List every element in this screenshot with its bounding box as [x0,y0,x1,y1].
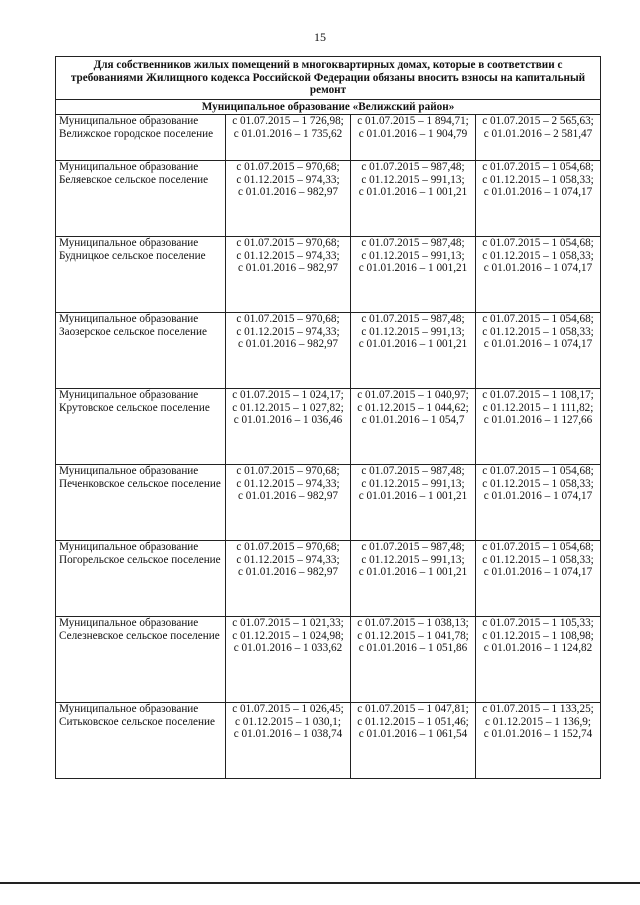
rate-entry: с 01.12.2015 – 974,33; [236,477,340,490]
rate-entry: с 01.12.2015 – 1 024,98; [232,629,344,642]
bottom-rule [0,882,640,884]
table-row [56,237,601,313]
rate-entry: с 01.07.2015 – 1 054,68; [482,541,594,553]
rate-entry: с 01.07.2015 – 970,68; [236,237,340,249]
table-row [56,703,601,779]
rate-entry: с 01.01.2016 – 1 033,62 [233,642,343,654]
rate-entry: с 01.07.2015 – 987,48; [361,237,465,249]
rate-cell-c3 [476,703,601,779]
rate-entry: с 01.01.2016 – 1 036,46 [233,414,343,426]
rate-entry: с 01.07.2015 – 1 047,81; [357,703,469,715]
rate-entry: с 01.01.2016 – 1 061,54 [358,728,468,740]
rate-cell-c3 [476,161,601,237]
rate-cell-c1 [226,465,351,541]
rate-entry: с 01.01.2016 – 982,97 [237,490,339,502]
rate-entry: с 01.12.2015 – 991,13; [361,477,465,490]
rate-entry: с 01.01.2016 – 2 581,47 [483,127,593,140]
rate-entry: с 01.12.2015 – 1 111,82; [482,401,594,414]
rate-entry: с 01.12.2015 – 991,13; [361,173,465,186]
rate-cell-c2 [351,313,476,389]
rate-entry: с 01.01.2016 – 1 001,21 [358,186,468,198]
rate-entry: с 01.01.2016 – 1 074,17 [483,338,593,350]
rate-entry: с 01.07.2015 – 2 565,63; [482,115,594,127]
rate-cell-c1 [226,115,351,161]
rate-entry: с 01.12.2015 – 1 058,33; [482,325,594,338]
settlement-name: Муниципальное образование Беляевское сельское поселение [56,161,226,237]
rate-entry: с 01.12.2015 – 1 030,1; [235,715,341,728]
rate-entry: с 01.12.2015 – 1 044,62; [357,401,469,414]
rate-cell-c3 [476,617,601,703]
rate-cell-c1 [226,541,351,617]
rate-entry: с 01.12.2015 – 974,33; [236,249,340,262]
page-number: 15 [314,30,326,44]
rate-entry: с 01.07.2015 – 970,68; [236,541,340,553]
rate-entry: с 01.01.2016 – 1 735,62 [233,127,343,140]
rate-entry: с 01.07.2015 – 987,48; [361,465,465,477]
rate-entry: с 01.12.2015 – 1 058,33; [482,249,594,262]
rate-entry: с 01.01.2016 – 982,97 [237,262,339,274]
rate-entry: с 01.12.2015 – 1 027,82; [232,401,344,414]
rate-entry: с 01.12.2015 – 1 051,46; [357,715,469,728]
rate-entry: с 01.12.2015 – 991,13; [361,553,465,566]
settlement-name: Муниципальное образование Селезневское сельское поселение [56,617,226,703]
rate-entry: с 01.01.2016 – 1 074,17 [483,490,593,502]
rate-cell-c3 [476,465,601,541]
rate-entry: с 01.07.2015 – 1 108,17; [482,389,594,401]
rate-cell-c2 [351,237,476,313]
rate-entry: с 01.07.2015 – 1 040,97; [357,389,469,401]
rate-entry: с 01.07.2015 – 1 054,68; [482,313,594,325]
rate-entry: с 01.01.2016 – 1 127,66 [483,414,593,426]
settlement-name: Муниципальное образование Велижское городское поселение [56,115,226,161]
rate-entry: с 01.12.2015 – 974,33; [236,173,340,186]
settlement-name: Муниципальное образование Погорельское сельское поселение [56,541,226,617]
rate-entry: с 01.07.2015 – 987,48; [361,313,465,325]
settlement-name: Муниципальное образование Ситьковское сельское поселение [56,703,226,779]
rate-entry: с 01.07.2015 – 1 133,25; [482,703,594,715]
settlement-name: Муниципальное образование Будницкое сельское поселение [56,237,226,313]
rate-cell-c3 [476,313,601,389]
rate-entry: с 01.07.2015 – 1 021,33; [232,617,344,629]
table-row [56,541,601,617]
rate-entry: с 01.07.2015 – 987,48; [361,541,465,553]
rate-entry: с 01.07.2015 – 970,68; [236,465,340,477]
rate-cell-c1 [226,237,351,313]
rate-entry: с 01.07.2015 – 987,48; [361,161,465,173]
rate-entry: с 01.12.2015 – 974,33; [236,553,340,566]
rate-entry: с 01.07.2015 – 1 038,13; [357,617,469,629]
rate-entry: с 01.12.2015 – 974,33; [236,325,340,338]
rate-entry: с 01.01.2016 – 1 038,74 [233,728,343,740]
rate-entry: с 01.01.2016 – 982,97 [237,186,339,198]
rate-cell-c1 [226,703,351,779]
rate-entry: с 01.01.2016 – 1 054,7 [361,414,465,426]
rate-entry: с 01.01.2016 – 1 074,17 [483,566,593,578]
rate-entry: с 01.01.2016 – 1 001,21 [358,338,468,350]
rate-entry: с 01.07.2015 – 970,68; [236,313,340,325]
rate-entry: с 01.07.2015 – 1 054,68; [482,237,594,249]
rate-cell-c2 [351,541,476,617]
rate-entry: с 01.07.2015 – 1 054,68; [482,465,594,477]
rate-entry: с 01.01.2016 – 1 124,82 [483,642,593,654]
rate-cell-c2 [351,703,476,779]
rate-entry: с 01.07.2015 – 1 105,33; [482,617,594,629]
settlement-name: Муниципальное образование Заозерское сельское поселение [56,313,226,389]
rate-entry: с 01.01.2016 – 1 074,17 [483,186,593,198]
rate-entry: с 01.12.2015 – 991,13; [361,249,465,262]
table-row [56,617,601,703]
rate-entry: с 01.12.2015 – 1 136,9; [485,715,591,728]
rate-entry: с 01.01.2016 – 1 904,79 [358,127,468,140]
table-row [56,313,601,389]
table-header: Для собственников жилых помещений в многоквартирных домах, которые в соответствии с требованиями Жилищного кодекса Российской Федерации обязаны вносить взносы на капитальный ремонт [56,57,601,100]
rate-cell-c1 [226,161,351,237]
rate-cell-c1 [226,389,351,465]
rate-entry: с 01.07.2015 – 1 024,17; [232,389,344,401]
rate-entry: с 01.12.2015 – 1 058,33; [482,477,594,490]
rate-entry: с 01.12.2015 – 991,13; [361,325,465,338]
rate-entry: с 01.01.2016 – 1 001,21 [358,490,468,502]
rate-entry: с 01.12.2015 – 1 041,78; [357,629,469,642]
table-row [56,115,601,161]
rate-cell-c2 [351,115,476,161]
rate-cell-c3 [476,389,601,465]
table-header-row [56,57,601,100]
table-row [56,161,601,237]
rate-entry: с 01.07.2015 – 1 894,71; [357,115,469,127]
rate-entry: с 01.07.2015 – 1 054,68; [482,161,594,173]
rate-entry: с 01.07.2015 – 1 726,98; [232,115,344,127]
settlement-name: Муниципальное образование Крутовское сельское поселение [56,389,226,465]
settlement-name: Муниципальное образование Печенковское сельское поселение [56,465,226,541]
tariff-table [55,56,601,779]
rate-entry: с 01.01.2016 – 982,97 [237,566,339,578]
rate-cell-c2 [351,465,476,541]
rate-entry: с 01.01.2016 – 1 001,21 [358,262,468,274]
rate-entry: с 01.01.2016 – 1 001,21 [358,566,468,578]
rate-entry: с 01.01.2016 – 982,97 [237,338,339,350]
rate-cell-c2 [351,389,476,465]
rate-cell-c1 [226,313,351,389]
rate-entry: с 01.07.2015 – 970,68; [236,161,340,173]
table-subheader-row [56,99,601,115]
municipality-header: Муниципальное образование «Велижский район» [56,99,601,115]
rate-entry: с 01.01.2016 – 1 051,86 [358,642,468,654]
rate-cell-c2 [351,161,476,237]
rate-entry: с 01.07.2015 – 1 026,45; [232,703,344,715]
table-row [56,389,601,465]
rate-cell-c3 [476,237,601,313]
rate-entry: с 01.12.2015 – 1 058,33; [482,173,594,186]
table-row [56,465,601,541]
rate-entry: с 01.01.2016 – 1 074,17 [483,262,593,274]
rate-cell-c3 [476,541,601,617]
rate-cell-c2 [351,617,476,703]
rate-entry: с 01.12.2015 – 1 108,98; [482,629,594,642]
rate-entry: с 01.12.2015 – 1 058,33; [482,553,594,566]
rate-cell-c1 [226,617,351,703]
rate-cell-c3 [476,115,601,161]
rate-entry: с 01.01.2016 – 1 152,74 [483,728,593,740]
